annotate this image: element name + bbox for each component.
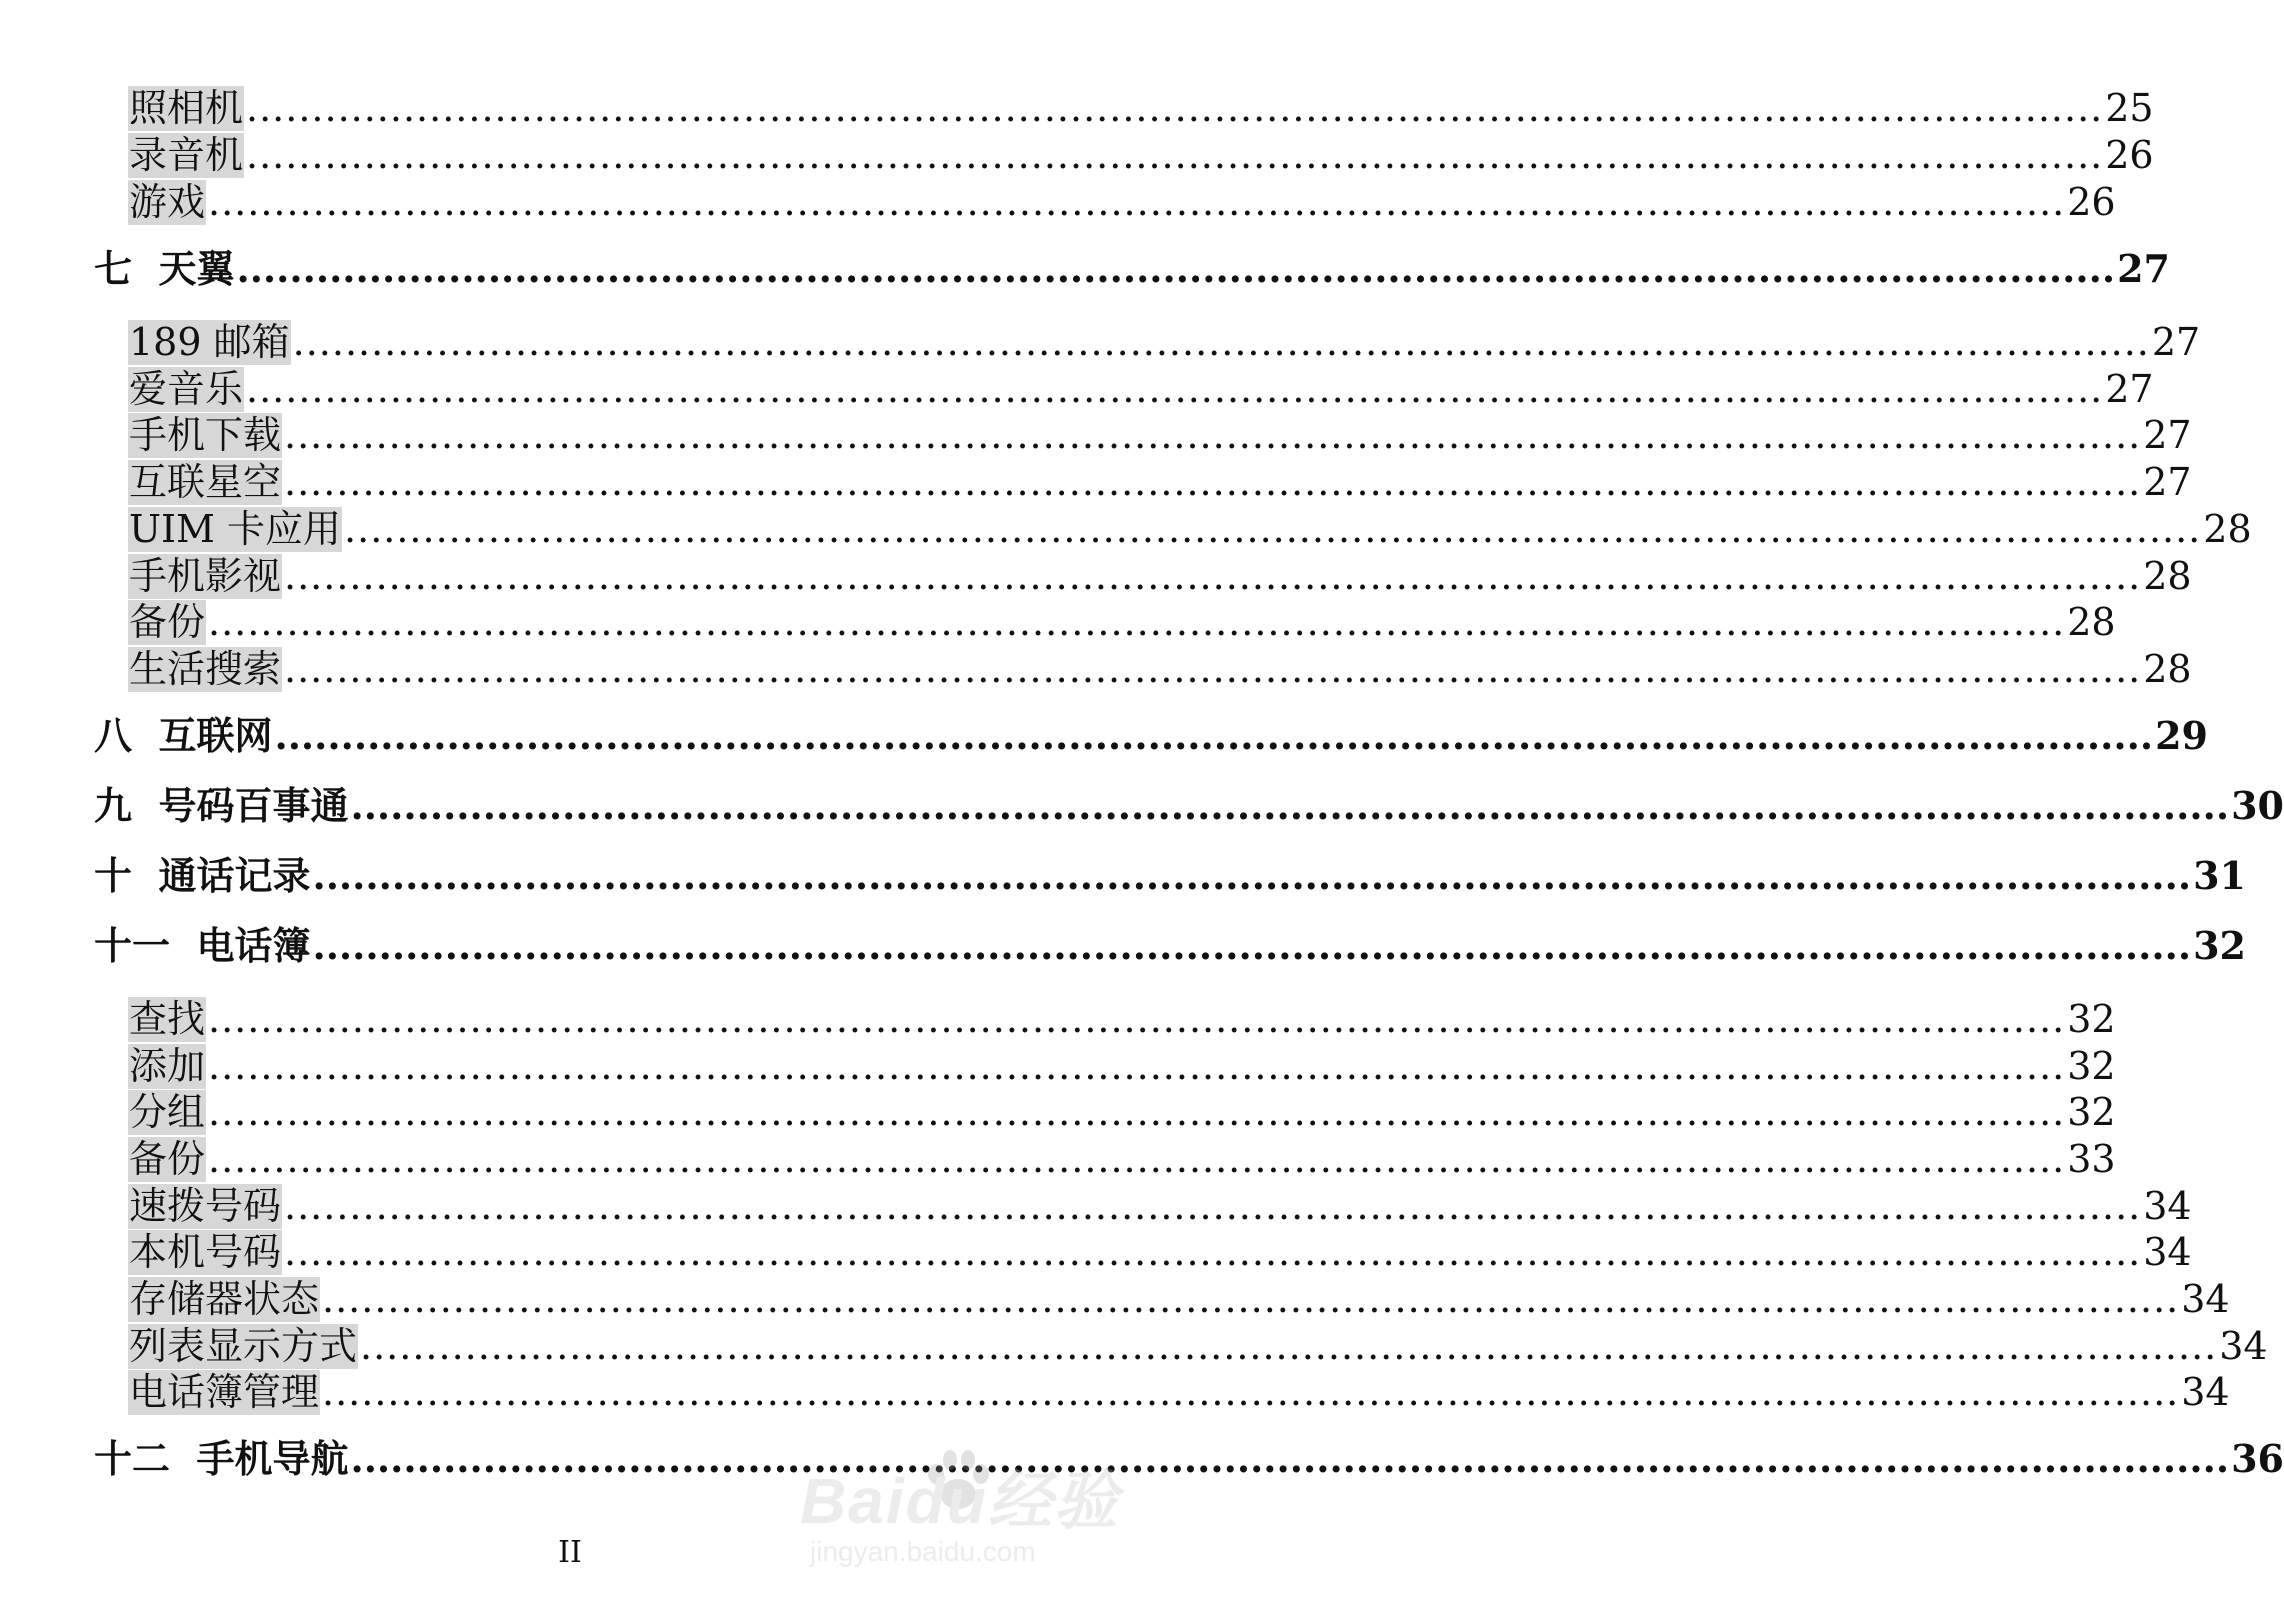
toc-entry[interactable] [128, 413, 2192, 458]
toc-chapter-page: 32 [2193, 923, 2246, 968]
dot-leader: .............................................................................................................................................. [236, 246, 2116, 291]
dot-leader: .............................................................................................................................................. [208, 1090, 2066, 1134]
dot-leader: .............................................................................................................................................. [350, 1436, 2230, 1481]
toc-entry-page: 34 [2219, 1324, 2268, 1368]
toc-entry-page: 34 [2143, 1230, 2192, 1274]
toc-entry-title: 游戏 [129, 180, 206, 224]
toc-entry[interactable] [128, 1324, 2268, 1369]
toc-entry[interactable] [128, 1090, 2116, 1135]
toc-chapter-title: 十 通话记录 [94, 853, 311, 898]
toc-chapter-entry[interactable] [94, 713, 2208, 758]
toc-entry-title: 添加 [129, 1044, 206, 1088]
toc-entry-page: 27 [2105, 367, 2154, 411]
dot-leader: .............................................................................................................................................. [350, 783, 2230, 828]
toc-entry-page: 28 [2143, 647, 2192, 691]
toc-entry-page: 34 [2181, 1277, 2230, 1321]
toc-chapter-page: 36 [2231, 1436, 2284, 1481]
toc-entry[interactable] [128, 133, 2154, 178]
dot-leader: .............................................................................................................................................. [208, 180, 2066, 224]
toc-entry-page: 26 [2105, 133, 2154, 177]
dot-leader: .............................................................................................................................................. [322, 1277, 2180, 1321]
toc-chapter-entry[interactable] [94, 853, 2246, 898]
toc-entry[interactable] [128, 1184, 2192, 1229]
toc-entry[interactable] [128, 1370, 2230, 1415]
dot-leader: .............................................................................................................................................. [208, 600, 2066, 644]
dot-leader: .............................................................................................................................................. [284, 1184, 2142, 1228]
toc-entry-page: 34 [2181, 1370, 2230, 1414]
toc-chapter-page: 27 [2117, 246, 2170, 291]
dot-leader: .............................................................................................................................................. [208, 1137, 2066, 1181]
toc-entry-title: 查找 [129, 997, 206, 1041]
dot-leader: .............................................................................................................................................. [284, 554, 2142, 598]
dot-leader: .............................................................................................................................................. [208, 997, 2066, 1041]
toc-chapter-title: 七 天翼 [94, 246, 235, 291]
toc-entry-page: 27 [2143, 460, 2192, 504]
toc-entry-page: 27 [2143, 413, 2192, 457]
toc-entry[interactable] [128, 1137, 2116, 1182]
toc-entry-title: UIM 卡应用 [129, 507, 342, 551]
dot-leader: .............................................................................................................................................. [246, 367, 2104, 411]
dot-leader: .............................................................................................................................................. [284, 413, 2142, 457]
toc-entry[interactable] [128, 647, 2192, 692]
toc-chapter-title: 十一 电话簿 [94, 923, 311, 968]
toc-entry-page: 28 [2067, 600, 2116, 644]
toc-entry[interactable] [128, 460, 2192, 505]
toc-entry-title: 电话簿管理 [129, 1370, 320, 1414]
dot-leader: .............................................................................................................................................. [246, 133, 2104, 177]
dot-leader: .............................................................................................................................................. [322, 1370, 2180, 1414]
toc-entry-page: 26 [2067, 180, 2116, 224]
toc-chapter-page: 31 [2193, 853, 2246, 898]
toc-chapter-title: 九 号码百事通 [94, 783, 349, 828]
toc-entry[interactable] [128, 554, 2192, 599]
toc-entry[interactable] [128, 1230, 2192, 1275]
toc-entry-title: 列表显示方式 [129, 1324, 358, 1368]
toc-entry-title: 189 邮箱 [129, 320, 290, 364]
toc-entry[interactable] [128, 600, 2116, 645]
toc-entry-page: 27 [2151, 320, 2201, 364]
toc-entry-title: 手机影视 [129, 554, 282, 598]
toc-entry[interactable] [128, 997, 2116, 1042]
toc-entry-title: 互联星空 [129, 460, 282, 504]
toc-entry-title: 录音机 [129, 133, 244, 177]
dot-leader: .............................................................................................................................................. [292, 320, 2150, 364]
toc-entry-page: 28 [2203, 507, 2252, 551]
dot-leader: .............................................................................................................................................. [208, 1044, 2066, 1088]
dot-leader: .............................................................................................................................................. [284, 1230, 2142, 1274]
toc-entry-page: 34 [2143, 1184, 2192, 1228]
toc-entry[interactable] [128, 507, 2252, 552]
toc-entry-title: 照相机 [129, 86, 244, 130]
dot-leader: .............................................................................................................................................. [284, 647, 2142, 691]
toc-chapter-page: 30 [2231, 783, 2284, 828]
toc-entry-title: 本机号码 [129, 1230, 282, 1274]
watermark-url: jingyan.baidu.com [810, 1536, 1036, 1567]
toc-entry-title: 备份 [129, 1137, 206, 1181]
toc-entry-title: 爱音乐 [129, 367, 244, 411]
dot-leader: .............................................................................................................................................. [344, 507, 2202, 551]
toc-entry-page: 32 [2067, 1044, 2116, 1088]
toc-chapter-entry[interactable] [94, 923, 2246, 968]
toc-entry[interactable] [128, 1044, 2116, 1089]
toc-entry-page: 28 [2143, 554, 2192, 598]
toc-entry-title: 存储器状态 [129, 1277, 320, 1321]
toc-entry[interactable] [128, 367, 2154, 412]
watermark [800, 1450, 1160, 1590]
toc-chapter-page: 29 [2155, 713, 2208, 758]
dot-leader: .............................................................................................................................................. [312, 853, 2192, 898]
toc-entry-title: 速拨号码 [129, 1184, 282, 1228]
watermark-logo: Baidu经验 [800, 1465, 1120, 1537]
dot-leader: .............................................................................................................................................. [284, 460, 2142, 504]
toc-entry-title: 生活搜索 [129, 647, 282, 691]
toc-chapter-entry[interactable] [94, 783, 2284, 828]
toc-chapter-title: 八 互联网 [94, 713, 273, 758]
dot-leader: .............................................................................................................................................. [274, 713, 2154, 758]
toc-entry-title: 手机下载 [129, 413, 282, 457]
toc-entry[interactable] [128, 1277, 2230, 1322]
toc-entry-page: 33 [2067, 1137, 2116, 1181]
toc-entry-page: 32 [2067, 1090, 2116, 1134]
toc-chapter-entry[interactable] [94, 246, 2170, 291]
dot-leader: .............................................................................................................................................. [246, 86, 2104, 130]
dot-leader: .............................................................................................................................................. [312, 923, 2192, 968]
toc-entry-title: 分组 [129, 1090, 206, 1134]
toc-entry-page: 32 [2067, 997, 2116, 1041]
toc-chapter-title: 十二 手机导航 [94, 1436, 349, 1481]
toc-entry-title: 备份 [129, 600, 206, 644]
toc-entry-page: 25 [2105, 86, 2154, 130]
toc-entry[interactable] [128, 86, 2154, 131]
page-number: II [558, 1535, 582, 1570]
dot-leader: .............................................................................................................................................. [360, 1324, 2218, 1368]
toc-entry[interactable] [128, 180, 2116, 225]
toc-entry[interactable] [128, 320, 2201, 365]
